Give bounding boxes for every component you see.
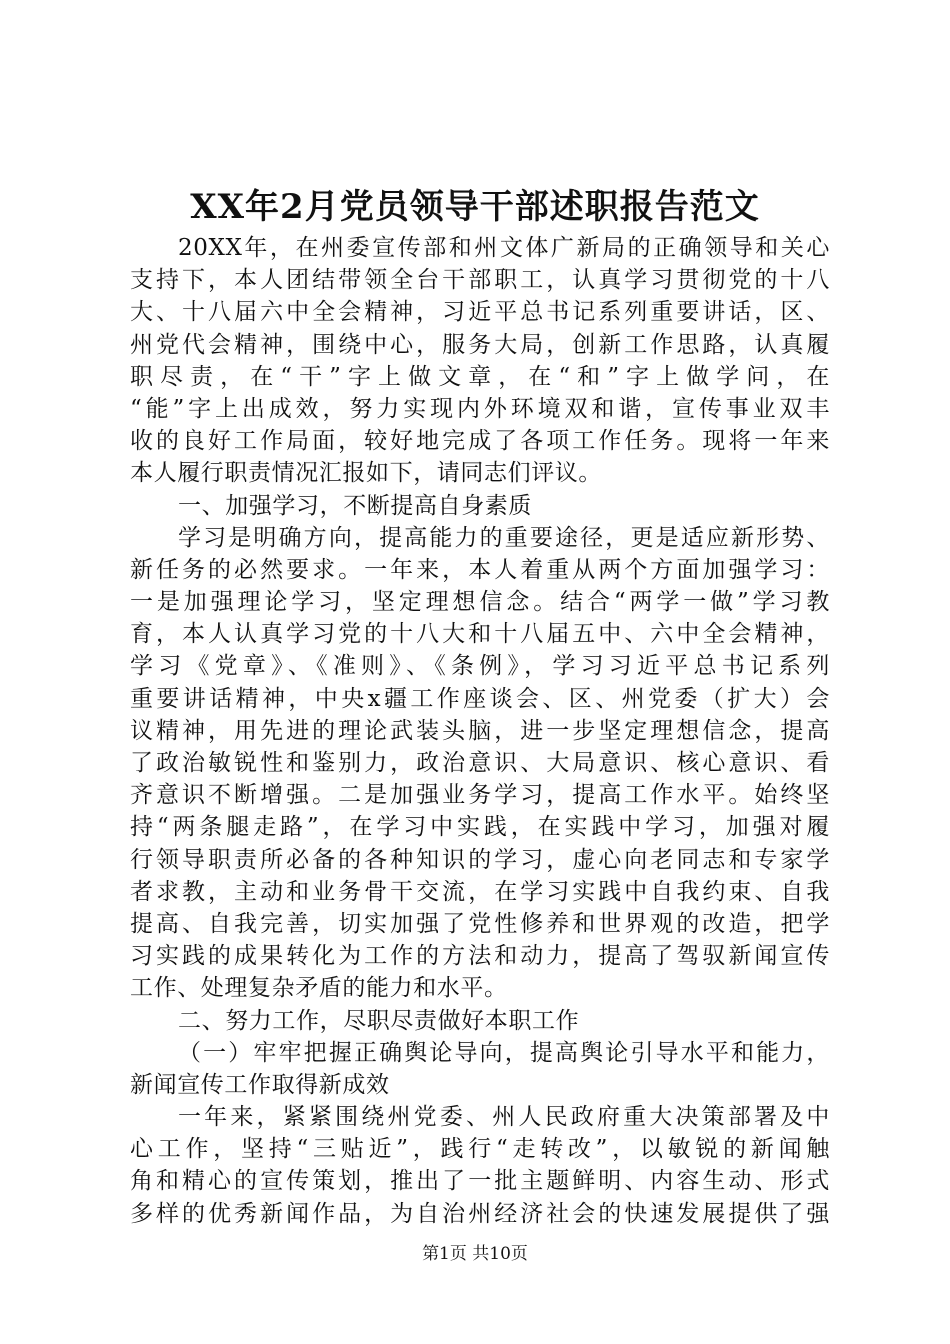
text-line: 学习是明确方向，提高能力的重要途径，更是适应新形势、 (178, 524, 830, 551)
text-line: 多样的优秀新闻作品，为自治州经济社会的快速发展提供了强 (130, 1200, 830, 1227)
subsection-heading: （一）牢牢把握正确舆论导向，提高舆论引导水平和能力， (178, 1039, 830, 1066)
text-line: 新任务的必然要求。一年来，本人着重从两个方面加强学习： (130, 556, 830, 583)
text-line: 州党代会精神，围绕中心，服务大局，创新工作思路，认真履 (130, 331, 830, 358)
text-line: 20XX年，在州委宣传部和州文体广新局的正确领导和关心 (178, 235, 830, 261)
text-line: 议精神，用先进的理论武装头脑，进一步坚定理想信念，提高 (130, 717, 830, 744)
text-line: “能”字上出成效，努力实现内外环境双和谐，宣传事业双丰 (130, 395, 830, 422)
text-line: 角和精心的宣传策划，推出了一批主题鲜明、内容生动、形式 (130, 1168, 830, 1195)
document-body (130, 232, 830, 1230)
text-line: 一年来，紧紧围绕州党委、州人民政府重大决策部署及中 (178, 1104, 830, 1131)
text-line: 育，本人认真学习党的十八大和十八届五中、六中全会精神， (130, 621, 830, 648)
text-line: 习实践的成果转化为工作的方法和动力，提高了驾驭新闻宣传 (130, 943, 830, 970)
text-line: 重要讲话精神，中央x疆工作座谈会、区、州党委（扩大）会 (130, 685, 830, 712)
text-line: 了政治敏锐性和鉴别力，政治意识、大局意识、核心意识、看 (130, 750, 830, 776)
page-title: XX年2月党员领导干部述职报告范文 (190, 187, 760, 227)
text-line: 职尽责，在“干”字上做文章，在“和”字上做学问，在 (130, 363, 830, 390)
text-line: 提高、自我完善，切实加强了党性修养和世界观的改造，把学 (130, 910, 830, 937)
text-line: 支持下，本人团结带领全台干部职工，认真学习贯彻党的十八 (130, 267, 830, 294)
text-line: 一是加强理论学习，坚定理想信念。结合“两学一做”学习教 (130, 589, 830, 616)
text-line: 本人履行职责情况汇报如下，请同志们评议。 (130, 460, 602, 487)
page-footer: 第1页 共10页 (422, 1244, 528, 1264)
section-heading: 一、加强学习，不断提高自身素质 (178, 492, 532, 519)
text-line: 学习《党章》、《准则》、《条例》，学习习近平总书记系列 (130, 653, 830, 680)
text-line: 持“两条腿走路”，在学习中实践，在实践中学习，加强对履 (130, 814, 830, 841)
section-heading: 二、努力工作，尽职尽责做好本职工作 (178, 1007, 580, 1034)
text-line: 行领导职责所必备的各种知识的学习，虚心向老同志和专家学 (130, 846, 830, 873)
text-line: 工作、处理复杂矛盾的能力和水平。 (130, 975, 508, 1002)
text-line: 者求教，主动和业务骨干交流，在学习实践中自我约束、自我 (130, 878, 830, 905)
text-line: 齐意识不断增强。二是加强业务学习，提高工作水平。始终坚 (130, 782, 830, 809)
text-line: 心工作，坚持“三贴近”，践行“走转改”，以敏锐的新闻触 (130, 1136, 830, 1163)
text-line: 大、十八届六中全会精神，习近平总书记系列重要讲话，区、 (130, 299, 830, 326)
text-line: 收的良好工作局面，较好地完成了各项工作任务。现将一年来 (130, 428, 830, 455)
subsection-heading: 新闻宣传工作取得新成效 (130, 1071, 390, 1098)
